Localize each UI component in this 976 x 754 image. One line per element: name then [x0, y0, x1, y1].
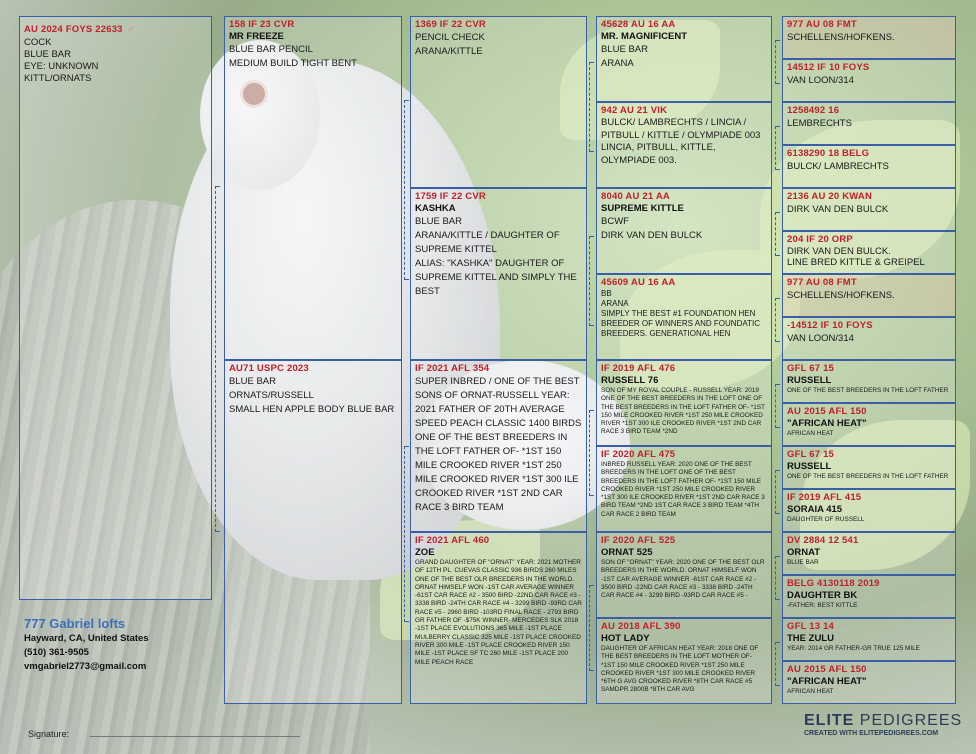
- ancestor-id: IF 2019 AFL 415: [787, 492, 862, 503]
- subject-id: AU 2024 FOYS 22633: [24, 24, 123, 35]
- ancestor-line: ALIAS: "KASHKA" DAUGHTER OF SUPREME KITTEL AND SIMPLY THE BEST: [415, 258, 577, 297]
- ancestor-line: SIMPLY THE BEST #1 FOUNDATION HEN BREEDER OF WINNERS AND FOUNDATIC BREEDERS. GENERATIONAL HEN: [601, 309, 760, 338]
- ancestor-card-g5-4[interactable]: [782, 145, 956, 188]
- ancestor-card-g4-8[interactable]: [596, 618, 772, 704]
- ancestor-line: LINCIA, PITBULL, KITTLE, OLYMPIADE 003.: [601, 142, 716, 166]
- ancestor-card-g3-3[interactable]: [410, 360, 587, 532]
- ancestor-id: 1369 IF 22 CVR: [415, 19, 486, 30]
- dam-line: BLUE BAR: [229, 376, 276, 387]
- ancestor-line: ARANA/KITTLE / DAUGHTER OF SUPREME KITTEL: [415, 230, 560, 255]
- ancestor-id: 1258492 16: [787, 105, 840, 116]
- ancestor-notes: AFRICAN HEAT: [787, 430, 834, 437]
- ancestor-name: RUSSELL: [787, 461, 832, 472]
- ancestor-id: 45628 AU 16 AA: [601, 19, 676, 30]
- ancestor-line: PENCIL CHECK: [415, 32, 485, 43]
- ancestor-name: ORNAT 525: [601, 547, 653, 558]
- ancestor-card-g5-3[interactable]: [782, 102, 956, 145]
- owner-name: 777 Gabriel lofts: [24, 616, 126, 631]
- ancestor-card-g5-15[interactable]: [782, 618, 956, 661]
- ancestor-line: DIRK VAN DEN BULCK: [601, 230, 703, 241]
- ancestor-id: IF 2020 AFL 525: [601, 535, 676, 546]
- ancestor-card-g4-7[interactable]: [596, 532, 772, 618]
- sire-line: BLUE BAR PENCIL: [229, 44, 313, 55]
- ancestor-card-g4-3[interactable]: [596, 188, 772, 274]
- ancestor-name: THE ZULU: [787, 633, 834, 644]
- ancestor-card-g5-10[interactable]: [782, 403, 956, 446]
- ancestor-id: IF 2021 AFL 354: [415, 363, 490, 374]
- ancestor-card-g5-5[interactable]: [782, 188, 956, 231]
- sire-name: MR FREEZE: [229, 31, 284, 42]
- subject-line: KITTL/ORNATS: [24, 73, 92, 84]
- ancestor-card-g5-13[interactable]: [782, 532, 956, 575]
- ancestor-card-g3-4[interactable]: [410, 532, 587, 704]
- ancestor-name: RUSSELL: [787, 375, 832, 386]
- ancestor-card-g5-12[interactable]: [782, 489, 956, 532]
- owner-info: [24, 616, 149, 674]
- ancestor-id: AU 2018 AFL 390: [601, 621, 681, 632]
- ancestor-id: AU 2015 AFL 150: [787, 406, 867, 417]
- ancestor-id: IF 2019 AFL 476: [601, 363, 676, 374]
- ancestor-name: KASHKA: [415, 203, 456, 214]
- ancestor-line: DIRK VAN DEN BULCK: [787, 204, 889, 215]
- ancestor-line: SUPER INBRED / ONE OF THE BEST SONS OF ORNAT-RUSSELL YEAR: 2021 FATHER OF 20TH AVERAGE SPEED PEACH CLASSIC 1400 BIRDS ONE OF THE BEST BREEDERS IN THE LOFT FATHER OF- *1ST 150 MILE CROOKED RIVER *1ST 250 MILE CROOKED RIVER *1ST 300 ILE CROOKED RIVER *1ST 2ND CAR RACE 3 BIRD TEAM: [415, 376, 582, 513]
- ancestor-line: ARANA/KITTLE: [415, 46, 483, 57]
- ancestor-card-g5-8[interactable]: [782, 317, 956, 360]
- sire-card[interactable]: [224, 16, 402, 360]
- ancestor-card-g5-11[interactable]: [782, 446, 956, 489]
- ancestor-line: BULCK/ LAMBRECHTS: [787, 161, 889, 172]
- ancestor-card-g5-1[interactable]: [782, 16, 956, 59]
- ancestor-card-g5-9[interactable]: [782, 360, 956, 403]
- sire-id: 158 IF 23 CVR: [229, 19, 295, 30]
- ancestor-line: DIRK VAN DEN BULCK.: [787, 246, 891, 257]
- ancestor-id: 942 AU 21 VIK: [601, 105, 668, 116]
- ancestor-id: GFL 67 15: [787, 363, 835, 374]
- logo-subtitle: CREATED WITH ELITEPEDIGREES.COM: [804, 730, 939, 737]
- ancestor-name: DAUGHTER BK: [787, 590, 858, 601]
- ancestor-line: BB: [601, 289, 612, 298]
- ancestor-line: SCHELLENS/HOFKENS.: [787, 32, 895, 43]
- dam-card[interactable]: [224, 360, 402, 704]
- owner-email[interactable]: vmgabriel2773@gmail.com: [24, 661, 147, 672]
- ancestor-notes: SON OF MY ROYAL COUPLE - RUSSELL YEAR: 2019 ONE OF THE BEST BREEDERS IN THE LOFT ONE OF THE BEST BREEDERS IN THE LOFT FATHER OF- *1ST 150 MILE CROOKED RIVER *1ST 250 MILE CROOKED RIVER *1ST 300 ILE CROOKED RIVER *1ST 2ND CAR RACE 3 BIRD TEAM *2ND: [601, 387, 765, 436]
- signature-line[interactable]: [90, 736, 300, 737]
- owner-location: Hayward, CA, United States: [24, 633, 149, 644]
- subject-line: COCK: [24, 37, 52, 48]
- ancestor-name: "AFRICAN HEAT": [787, 418, 867, 429]
- ancestor-line: BLUE BAR: [415, 216, 462, 227]
- ancestor-notes: SON OF "ORNAT" YEAR: 2020 ONE OF THE BEST OLR BREEDERS IN THE WORLD. ORNAT HIMSELF WON -1ST CAR AVERAGE WINNER -61ST CAR RACE #2 - 3500 BIRD -22ND CAR RACE #3 - 3338 BIRD -24TH CAR RACE #4 - 3299 BIRD -93RD CAR RACE #5 -: [601, 559, 765, 600]
- ancestor-card-g4-4[interactable]: [596, 274, 772, 360]
- ancestor-card-g5-7[interactable]: [782, 274, 956, 317]
- ancestor-name: RUSSELL 76: [601, 375, 659, 386]
- ancestor-name: "AFRICAN HEAT": [787, 676, 867, 687]
- ancestor-id: AU 2015 AFL 150: [787, 664, 867, 675]
- ancestor-notes: YEAR: 2014 GR FATHER-GR TRUE 125 MILE: [787, 645, 920, 652]
- ancestor-line: ARANA: [601, 58, 634, 69]
- ancestor-line: BCWF: [601, 216, 629, 227]
- ancestor-line: BLUE BAR: [601, 44, 648, 55]
- subject-card[interactable]: [19, 16, 212, 600]
- ancestor-id: 977 AU 08 FMT: [787, 19, 857, 30]
- ancestor-name: SUPREME KITTLE: [601, 203, 684, 214]
- ancestor-card-g5-2[interactable]: [782, 59, 956, 102]
- ancestor-line: VAN LOON/314: [787, 75, 854, 86]
- logo-mark: ELITE: [804, 712, 855, 729]
- ancestor-notes: DAUGHTER OF RUSSELL: [787, 516, 865, 523]
- ancestor-id: GFL 67 15: [787, 449, 835, 460]
- ancestor-card-g4-6[interactable]: [596, 446, 772, 532]
- ancestor-card-g3-2[interactable]: [410, 188, 587, 360]
- ancestor-card-g5-6[interactable]: [782, 231, 956, 274]
- elite-pedigrees-logo: [804, 712, 969, 737]
- ancestor-id: 204 IF 20 ORP: [787, 234, 853, 245]
- ancestor-line: LINE BRED KITTLE & GREIPEL: [787, 257, 925, 268]
- dam-id: AU71 USPC 2023: [229, 363, 309, 374]
- ancestor-name: ZOE: [415, 547, 435, 558]
- ancestor-id: IF 2020 AFL 475: [601, 449, 676, 460]
- ancestor-notes: BLUE BAR: [787, 559, 819, 566]
- ancestor-notes: INBRED RUSSELL YEAR: 2020 ONE OF THE BEST BREEDERS IN THE LOFT ONE OF THE BEST BREEDERS IN THE LOFT FATHER OF- *1ST 150 MILE CROOKED RIVER *1ST 250 MILE CROOKED RIVER *1ST 300 ILE CROOKED RIVER *1ST 2ND CAR RACE 3 BIRD TEAM *2ND 1ST CAR RACE 3 BIRD TEAM *4TH CAR RACE 2 BIRD TEAM: [601, 461, 765, 518]
- sire-line: MEDIUM BUILD TIGHT BENT: [229, 58, 357, 69]
- ancestor-card-g5-16[interactable]: [782, 661, 956, 704]
- ancestor-name: MR. MAGNIFICENT: [601, 31, 688, 42]
- ancestor-line: SCHELLENS/HOFKENS.: [787, 290, 895, 301]
- ancestor-card-g4-2[interactable]: [596, 102, 772, 188]
- ancestor-notes: GRAND DAUGHTER OF "ORNAT" YEAR: 2021 MOTHER OF 12TH PL. CUEVAS CLASSIC 936 BIRDS 260 MILES ONE OF THE BEST OLR BREEDERS IN THE WORLD. ORNAT HIMSELF WON -1ST CAR AVERAGE WINNER -61ST CAR RACE #2 - 3500 BIRD -22ND CAR RACE #3 - 3338 BIRD -24TH CAR RACE #4 - 3299 BIRD -93RD CAR RACE #5 - 2960 BIRD -103RD FINAL RACE - 2793 BIRD GR FATHER OF -$75K WINNER- MERCEDES SLK 2018 -1ST PLACE EVOLUTIONS 365 MILE -1ST PLACE MULBERRY CLASSIC 325 MILE -1ST PLACE CROOKED RIVER 300 MILE -1ST PLACE CROOKED RIVER 150 MILE -1ST PLACE SF TC 260 MILE -1ST PLACE 200 MILE PEACH RACE: [415, 559, 582, 666]
- ancestor-id: 6138290 18 BELG: [787, 148, 870, 159]
- ancestor-id: GFL 13 14: [787, 621, 835, 632]
- ancestor-line: BULCK/ LAMBRECHTS / LINCIA / PITBULL / KITTLE / OLYMPIADE 003: [601, 117, 761, 141]
- subject-line: BLUE BAR: [24, 49, 71, 60]
- ancestor-id: -14512 IF 10 FOYS: [787, 320, 873, 331]
- ancestor-line: ARANA: [601, 299, 629, 308]
- ancestor-id: DV 2884 12 541: [787, 535, 859, 546]
- ancestor-card-g3-1[interactable]: [410, 16, 587, 188]
- ancestor-card-g4-1[interactable]: [596, 16, 772, 102]
- ancestor-card-g4-5[interactable]: [596, 360, 772, 446]
- ancestor-notes: -FATHER: BEST KITTLE: [787, 602, 858, 609]
- owner-phone[interactable]: (510) 361-9505: [24, 647, 89, 658]
- ancestor-id: 1759 IF 22 CVR: [415, 191, 486, 202]
- ancestor-card-g5-14[interactable]: [782, 575, 956, 618]
- ancestor-id: IF 2021 AFL 460: [415, 535, 490, 546]
- signature-label: Signature:: [28, 729, 70, 739]
- ancestor-line: LEMBRECHTS: [787, 118, 852, 129]
- ancestor-notes: ONE OF THE BEST BREEDERS IN THE LOFT FATHER: [787, 473, 949, 480]
- ancestor-id: 14512 IF 10 FOYS: [787, 62, 870, 73]
- ancestor-name: ORNAT: [787, 547, 821, 558]
- ancestor-name: HOT LADY: [601, 633, 650, 644]
- ancestor-name: SORAIA 415: [787, 504, 843, 515]
- ancestor-id: 977 AU 08 FMT: [787, 277, 857, 288]
- subject-line: EYE: UNKNOWN: [24, 61, 99, 72]
- logo-text: PEDIGREES: [859, 712, 963, 729]
- ancestor-id: BELG 4130118 2019: [787, 578, 880, 589]
- ancestor-id: 8040 AU 21 AA: [601, 191, 670, 202]
- ancestor-line: VAN LOON/314: [787, 333, 854, 344]
- ancestor-id: 45609 AU 16 AA: [601, 277, 676, 288]
- ancestor-notes: ONE OF THE BEST BREEDERS IN THE LOFT FATHER: [787, 387, 949, 394]
- dam-line: SMALL HEN APPLE BODY BLUE BAR: [229, 404, 395, 415]
- ancestor-id: 2136 AU 20 KWAN: [787, 191, 873, 202]
- ancestor-notes: DAUGHTER OF AFRICAN HEAT YEAR: 2018 ONE OF THE BEST BREEDERS IN THE LOFT MOTHER OF- *1ST 150 MILE CROOKED RIVER *1ST 250 MILE CROOKED RIVER *1ST 300 MILE CROOKED RIVER *6TH G AVG CROOKED RIVER *8TH CAR RACE #5 SAMDPR 2800B *8TH CAR AVG: [601, 645, 759, 694]
- male-icon: ♂: [127, 24, 135, 35]
- dam-line: ORNATS/RUSSELL: [229, 390, 314, 401]
- ancestor-notes: AFRICAN HEAT: [787, 688, 834, 695]
